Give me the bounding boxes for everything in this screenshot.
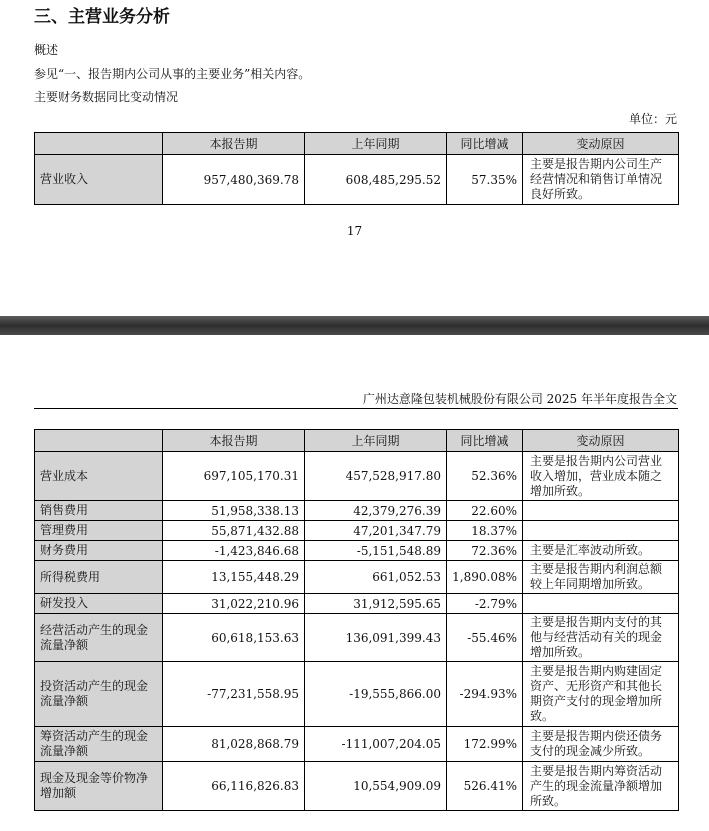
financial-table-part-2 [34,429,679,811]
header-prior: 上年同期 [305,430,447,452]
row-current: -77,231,558.95 [163,662,305,727]
header-current: 本报告期 [163,430,305,452]
header-change: 同比增减 [447,133,523,155]
table-row [35,452,679,501]
row-current: 31,022,210.96 [163,594,305,614]
row-reason [523,594,679,614]
row-prior: 661,052.53 [305,561,447,594]
row-prior: 10,554,909.09 [305,762,447,811]
row-prior: 31,912,595.65 [305,594,447,614]
header-reason: 变动原因 [523,133,679,155]
header-blank [35,133,163,155]
table-row [35,521,679,541]
row-reason: 主要是报告期内支付的其他与经营活动有关的现金增加所致。 [523,614,679,662]
page-separator [0,316,709,335]
row-change: 18.37% [447,521,523,541]
overview-label: 概述 [34,43,59,57]
row-reason: 主要是报告期内偿还债务支付的现金减少所致。 [523,727,679,762]
row-current: -1,423,846.68 [163,541,305,561]
row-item: 销售费用 [35,501,163,521]
table-row [35,762,679,811]
row-change: 72.36% [447,541,523,561]
row-change: -294.93% [447,662,523,727]
table-header-row [35,133,679,155]
header-prior: 上年同期 [305,133,447,155]
table-row [35,561,679,594]
row-prior: -5,151,548.89 [305,541,447,561]
row-item: 研发投入 [35,594,163,614]
row-change: 172.99% [447,727,523,762]
row-current: 13,155,448.29 [163,561,305,594]
table-row [35,727,679,762]
row-reason: 主要是报告期内公司营业收入增加，营业成本随之增加所致。 [523,452,679,501]
row-change: 57.35% [447,155,523,205]
row-reason [523,501,679,521]
header-change: 同比增减 [447,430,523,452]
row-item: 现金及现金等价物净增加额 [35,762,163,811]
row-current: 81,028,868.79 [163,727,305,762]
table-row [35,662,679,727]
table-row [35,614,679,662]
row-change: -55.46% [447,614,523,662]
row-reason: 主要是报告期内公司生产经营情况和销售订单情况良好所致。 [523,155,679,205]
row-current: 66,116,826.83 [163,762,305,811]
overview-text: 参见“一、报告期内公司从事的主要业务”相关内容。 [34,67,311,81]
row-item: 营业收入 [35,155,163,205]
row-current: 55,871,432.88 [163,521,305,541]
table-row [35,541,679,561]
header-blank [35,430,163,452]
row-prior: 457,528,917.80 [305,452,447,501]
row-item: 管理费用 [35,521,163,541]
running-header: 广州达意隆包装机械股份有限公司 2025 年半年度报告全文 [362,392,677,406]
row-prior: 47,201,347.79 [305,521,447,541]
row-current: 957,480,369.78 [163,155,305,205]
header-rule [34,408,678,409]
row-prior: -19,555,866.00 [305,662,447,727]
row-prior: 136,091,399.43 [305,614,447,662]
row-change: 526.41% [447,762,523,811]
row-current: 51,958,338.13 [163,501,305,521]
yoy-label: 主要财务数据同比变动情况 [34,90,179,104]
table-row [35,594,679,614]
table-row [35,501,679,521]
row-reason: 主要是汇率波动所致。 [523,541,679,561]
row-change: -2.79% [447,594,523,614]
row-item: 投资活动产生的现金流量净额 [35,662,163,727]
row-reason: 主要是报告期内购建固定资产、无形资产和其他长期资产支付的现金增加所致。 [523,662,679,727]
row-change: 52.36% [447,452,523,501]
table-header-row [35,430,679,452]
row-current: 60,618,153.63 [163,614,305,662]
row-item: 营业成本 [35,452,163,501]
row-reason [523,521,679,541]
header-current: 本报告期 [163,133,305,155]
row-reason: 主要是报告期内利润总额较上年同期增加所致。 [523,561,679,594]
page-number: 17 [346,224,363,238]
table-row [35,155,679,205]
unit-label: 单位：元 [628,112,677,126]
financial-table-part-1 [34,132,679,205]
row-prior: 42,379,276.39 [305,501,447,521]
row-item: 所得税费用 [35,561,163,594]
row-prior: -111,007,204.05 [305,727,447,762]
header-reason: 变动原因 [523,430,679,452]
row-reason: 主要是报告期内筹资活动产生的现金流量净额增加所致。 [523,762,679,811]
row-item: 筹资活动产生的现金流量净额 [35,727,163,762]
row-item: 经营活动产生的现金流量净额 [35,614,163,662]
row-current: 697,105,170.31 [163,452,305,501]
row-change: 1,890.08% [447,561,523,594]
row-prior: 608,485,295.52 [305,155,447,205]
row-item: 财务费用 [35,541,163,561]
section-heading: 三、主营业务分析 [34,7,170,27]
row-change: 22.60% [447,501,523,521]
